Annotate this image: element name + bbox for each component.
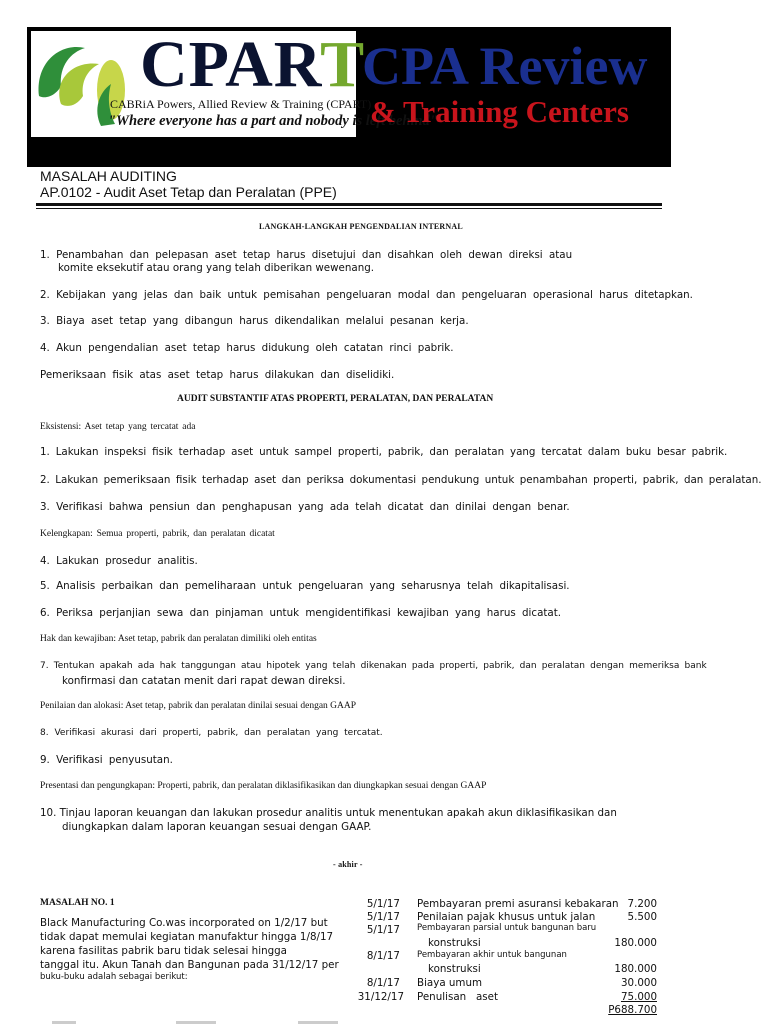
control-item-2: 2. Kebijakan yang jelas dan baik untuk pemisahan pengeluaran modal dan pengeluaran operasional harus ditetapkan.: [40, 289, 693, 301]
control-item-3: 3. Biaya aset tetap yang dibangun harus dikendalikan melalui pesanan kerja.: [40, 315, 469, 327]
presentation-item-10: 10. Tinjau laporan keuangan dan lakukan prosedur analitis untuk menentukan apakah akun diklasifikasikan dan: [40, 807, 617, 819]
document-subject: MASALAH AUDITING: [40, 168, 177, 184]
document-title: AP.0102 - Audit Aset Tetap dan Peralatan (PPE): [40, 184, 337, 200]
internal-control-heading: LANGKAH-LANGKAH PENGENDALIAN INTERNAL: [259, 222, 463, 231]
ledger-amount: 180.000: [614, 937, 657, 949]
existence-item-3: 3. Verifikasi bahwa pensiun dan penghapusan yang ada telah dicatat dan dinilai dengan benar.: [40, 501, 570, 513]
valuation-label: Penilaian dan alokasi: Aset tetap, pabrik dan peralatan dinilai sesuai dengan GAAP: [40, 701, 357, 711]
ledger-desc: Pembayaran akhir untuk bangunan: [417, 950, 567, 960]
existence-item-2: 2. Lakukan pemeriksaan fisik terhadap aset dan periksa dokumentasi pendukung untuk penambahan properti, pabrik, dan peralatan.: [40, 474, 762, 486]
control-item-1: 1. Penambahan dan pelepasan aset tetap harus disetujui dan disahkan oleh dewan direksi atau: [40, 249, 573, 261]
problem-line-4: tanggal itu. Akun Tanah dan Bangunan pada 31/12/17 per: [40, 959, 339, 971]
ledger-date: 5/1/17: [366, 924, 400, 936]
brand-name-t: T: [320, 28, 366, 101]
ledger-amount: 75.000: [620, 991, 657, 1003]
brand-tagline: "Where everyone has a part and nobody is left behind": [108, 113, 438, 129]
ledger-desc: Biaya umum: [417, 977, 483, 989]
problem-line-1: Black Manufacturing Co.was incorporated on 1/2/17 but: [40, 917, 328, 929]
ledger-desc: Penulisan aset: [417, 991, 499, 1003]
ledger-desc-cont: konstruksi: [428, 963, 481, 975]
ledger-date: 5/1/17: [366, 911, 400, 923]
ledger-date: 8/1/17: [366, 977, 400, 989]
presentation-item-10-cont: diungkapkan dalam laporan keuangan sesuai dengan GAAP.: [62, 821, 372, 833]
cpa-review-title: CPA Review: [362, 36, 648, 96]
ledger-amount: 30.000: [620, 977, 657, 989]
title-rule-thin: [36, 208, 662, 209]
completeness-item-5: 5. Analisis perbaikan dan pemeliharaan untuk pengeluaran yang seharusnya telah dikapitalisasi.: [40, 580, 570, 592]
ledger-date: 8/1/17: [366, 950, 400, 962]
completeness-item-4: 4. Lakukan prosedur analitis.: [40, 555, 198, 567]
problem-line-3: karena fasilitas pabrik baru tidak selesai hingga: [40, 945, 287, 957]
title-rule: [36, 203, 662, 206]
ledger-amount: 7.200: [627, 898, 657, 910]
end-marker: - akhir -: [333, 860, 363, 869]
problem-line-2: tidak dapat memulai kegiatan manufaktur hingga 1/8/17: [40, 931, 334, 943]
ledger-desc: Pembayaran parsial untuk bangunan baru: [417, 923, 597, 933]
problem-line-5: buku-buku adalah sebagai berikut:: [40, 972, 188, 982]
presentation-label: Presentasi dan pengungkapan: Properti, pabrik, dan peralatan diklasifikasikan dan diungkapkan sesuai dengan GAAP: [40, 781, 487, 791]
ledger-date: 5/1/17: [366, 898, 400, 910]
ledger-desc: Pembayaran premi asuransi kebakaran: [417, 898, 619, 910]
ledger-total: P688.700: [608, 1004, 657, 1016]
rights-item-7: 7. Tentukan apakah ada hak tanggungan atau hipotek yang telah dikenakan pada properti, pabrik, dan peralatan dengan memeriksa bank: [40, 661, 707, 671]
problem-heading: MASALAH NO. 1: [40, 898, 115, 908]
control-item-1-cont: komite eksekutif atau orang yang telah diberikan wewenang.: [58, 262, 375, 274]
completeness-item-6: 6. Periksa perjanjian sewa dan pinjaman untuk mengidentifikasi kewajiban yang harus dicatat.: [40, 607, 562, 619]
rights-label: Hak dan kewajiban: Aset tetap, pabrik dan peralatan dimiliki oleh entitas: [40, 634, 317, 644]
ledger-desc: Penilaian pajak khusus untuk jalan: [417, 911, 596, 923]
existence-label: Eksistensi: Aset tetap yang tercatat ada: [40, 422, 196, 432]
ledger-desc-cont: konstruksi: [428, 937, 481, 949]
rights-item-7-cont: konfirmasi dan catatan menit dari rapat dewan direksi.: [62, 675, 346, 687]
ledger-amount: 5.500: [627, 911, 657, 923]
completeness-label: Kelengkapan: Semua properti, pabrik, dan peralatan dicatat: [40, 529, 275, 539]
brand-name: CPART: [140, 28, 366, 101]
substantive-heading: AUDIT SUBSTANTIF ATAS PROPERTI, PERALATAN, DAN PERALATAN: [177, 394, 494, 404]
training-centers-title: & Training Centers: [370, 94, 629, 129]
valuation-item-8: 8. Verifikasi akurasi dari properti, pabrik, dan peralatan yang tercatat.: [40, 728, 383, 738]
control-item-4: 4. Akun pengendalian aset tetap harus didukung oleh catatan rinci pabrik.: [40, 342, 454, 354]
ledger-amount: 180.000: [614, 963, 657, 975]
ledger-date: 31/12/17: [357, 991, 404, 1003]
existence-item-1: 1. Lakukan inspeksi fisik terhadap aset untuk sampel properti, pabrik, dan peralatan yang tercatat dalam buku besar pabrik.: [40, 446, 728, 458]
brand-subtitle: CABRiA Powers, Allied Review & Training (CPART): [110, 97, 372, 111]
control-item-5: Pemeriksaan fisik atas aset tetap harus dilakukan dan diselidiki.: [40, 369, 395, 381]
valuation-item-9: 9. Verifikasi penyusutan.: [40, 754, 173, 766]
